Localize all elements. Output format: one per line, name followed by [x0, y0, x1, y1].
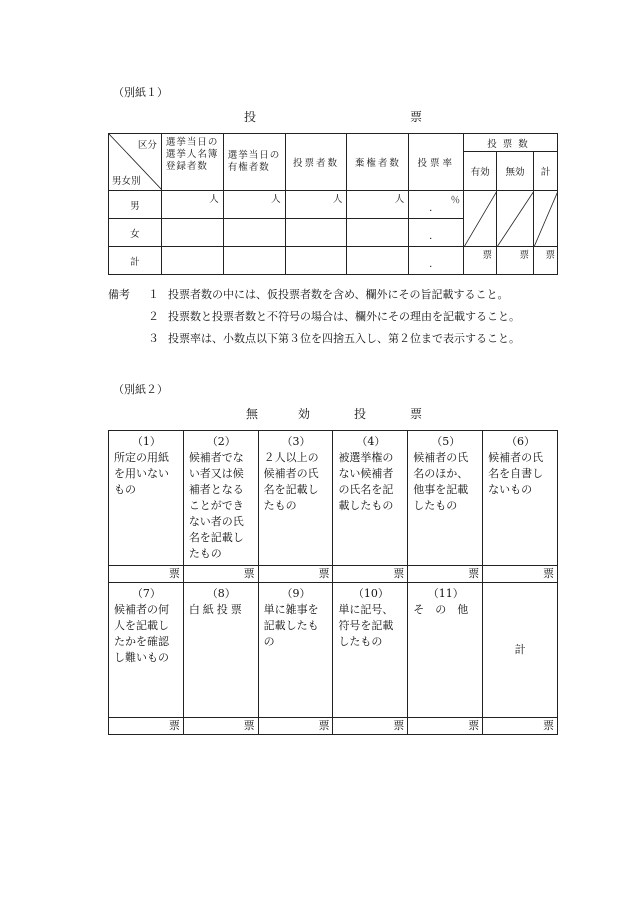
- slash-line: [534, 191, 558, 247]
- unit-row-2: [109, 718, 558, 735]
- row-male: [109, 191, 558, 219]
- row-label-total: 計: [109, 247, 162, 275]
- note-item: [108, 328, 578, 350]
- category-cell: [183, 583, 258, 718]
- unit-cell: 人: [347, 191, 409, 219]
- vote-unit: 票: [483, 566, 558, 583]
- category-cell: [258, 583, 333, 718]
- rate-dot: ．: [429, 203, 439, 214]
- category-cell: [408, 583, 483, 718]
- slash-cell-invalid: [497, 191, 534, 247]
- category-cell: [183, 431, 258, 566]
- sub-invalid: 無効: [497, 152, 534, 191]
- sheet1-title-right: 票: [410, 110, 423, 124]
- note-item: [108, 284, 578, 306]
- category-number: （9）: [281, 587, 311, 600]
- category-number: （7）: [131, 587, 161, 600]
- vote-unit: 票: [464, 247, 497, 275]
- category-text: 所定の用紙を用いないもの: [114, 451, 169, 496]
- unit-cell: 人: [285, 191, 347, 219]
- sheet2-title-char: 票: [410, 407, 423, 421]
- category-number: （6）: [506, 435, 536, 448]
- sheet1-title-left: 投: [244, 110, 257, 124]
- slash-line: [464, 191, 497, 247]
- category-text: 候補者の氏名を自書しないもの: [488, 451, 544, 496]
- category-text: そ の 他: [413, 603, 469, 616]
- vote-unit: 票: [408, 566, 483, 583]
- invalid-votes-table: [108, 430, 558, 735]
- slash-line: [497, 191, 534, 247]
- category-text: 候補者の氏名のほか、他事を記載したもの: [413, 451, 469, 512]
- category-cell: [333, 583, 408, 718]
- vote-unit: 票: [408, 718, 483, 735]
- empty-cell: [223, 247, 285, 275]
- corner-bottom-label: 男女別: [112, 176, 141, 187]
- row-label-male: 男: [109, 191, 162, 219]
- sheet1-label: （別紙１）: [113, 86, 168, 99]
- sheet2-title-char: 無: [246, 407, 259, 421]
- empty-cell: [161, 247, 223, 275]
- vote-unit: 票: [183, 566, 258, 583]
- category-cell: [258, 431, 333, 566]
- sub-total: 計: [533, 152, 557, 191]
- empty-cell: [347, 219, 409, 247]
- row-label-female: 女: [109, 219, 162, 247]
- category-cell: [408, 431, 483, 566]
- rate-cell-female: [409, 219, 464, 247]
- category-text: 候補者の何人を記載したかを確認し難いもの: [114, 603, 169, 664]
- category-text: 被選挙権のない候補者の氏名を記載したもの: [338, 451, 394, 512]
- note-number: ２: [148, 310, 159, 323]
- empty-cell: [285, 247, 347, 275]
- category-number: （2）: [206, 435, 236, 448]
- rate-cell-male: [409, 191, 464, 219]
- vote-unit: 票: [333, 718, 408, 735]
- category-row-1: [109, 431, 558, 566]
- category-number: （3）: [281, 435, 311, 448]
- col-rate: 投票率: [409, 134, 464, 191]
- col-registered: 選挙当日の選挙人名簿登録者数: [161, 134, 223, 191]
- vote-unit: 票: [258, 718, 333, 735]
- category-text: 単に記号、符号を記載したもの: [338, 603, 394, 648]
- category-cell: [483, 431, 558, 566]
- col-voters: 投票者数: [285, 134, 347, 191]
- slash-cell-valid: [464, 191, 497, 247]
- col-eligible: 選挙当日の有権者数: [223, 134, 285, 191]
- row-total: [109, 247, 558, 275]
- note-text: 投票率は、小数点以下第３位を四捨五入し、第２位まで表示すること。: [168, 332, 520, 345]
- vote-unit: 票: [333, 566, 408, 583]
- category-text: 単に雑事を記載したもの: [263, 603, 319, 648]
- empty-cell: [161, 219, 223, 247]
- category-number: （11）: [427, 587, 464, 600]
- rate-dot: ．: [429, 231, 439, 242]
- unit-cell: 人: [223, 191, 285, 219]
- col-abstain: 棄権者数: [347, 134, 409, 191]
- note-number: ３: [148, 332, 159, 345]
- vote-unit: 票: [109, 566, 184, 583]
- vote-unit: 票: [258, 566, 333, 583]
- rate-unit: ％: [450, 195, 461, 206]
- unit-cell: 人: [161, 191, 223, 219]
- col-votes: 投票数: [464, 134, 558, 152]
- note-text: 投票者数の中には、仮投票者数を含め、欄外にその旨記載すること。: [168, 288, 509, 301]
- category-text: 白紙投票: [188, 603, 245, 616]
- turnout-table: [108, 133, 558, 275]
- sheet2-title-char: 効: [298, 407, 311, 421]
- note-text: 投票数と投票者数と不符号の場合は、欄外にその理由を記載すること。: [168, 310, 520, 323]
- slash-cell-total: [533, 191, 557, 247]
- empty-cell: [223, 219, 285, 247]
- total-cell: 計: [483, 583, 558, 718]
- notes: [108, 284, 578, 350]
- note-item: [108, 306, 578, 328]
- category-text: ２人以上の候補者の氏名を記載したもの: [263, 451, 319, 512]
- rate-cell-total: [409, 247, 464, 275]
- rate-dot: ．: [429, 259, 439, 270]
- vote-unit: 票: [497, 247, 534, 275]
- sheet2-title-char: 投: [354, 407, 367, 421]
- corner-top-label: 区分: [137, 140, 157, 151]
- category-number: （8）: [206, 587, 236, 600]
- vote-unit: 票: [483, 718, 558, 735]
- category-number: （10）: [352, 587, 389, 600]
- category-cell: [109, 431, 184, 566]
- unit-row-1: [109, 566, 558, 583]
- notes-head: 備考: [108, 288, 130, 301]
- category-number: （1）: [131, 435, 161, 448]
- category-cell: [109, 583, 184, 718]
- vote-unit: 票: [533, 247, 557, 275]
- empty-cell: [285, 219, 347, 247]
- vote-unit: 票: [109, 718, 184, 735]
- corner-cell: [109, 134, 162, 191]
- category-text: 候補者でない者又は候補者となることができない者の氏名を記載したもの: [188, 451, 244, 560]
- category-cell: [333, 431, 408, 566]
- sheet2-label: （別紙２）: [113, 383, 168, 396]
- sub-valid: 有効: [464, 152, 497, 191]
- vote-unit: 票: [183, 718, 258, 735]
- note-number: １: [148, 288, 159, 301]
- empty-cell: [347, 247, 409, 275]
- category-row-2: [109, 583, 558, 718]
- category-number: （4）: [356, 435, 386, 448]
- category-number: （5）: [431, 435, 461, 448]
